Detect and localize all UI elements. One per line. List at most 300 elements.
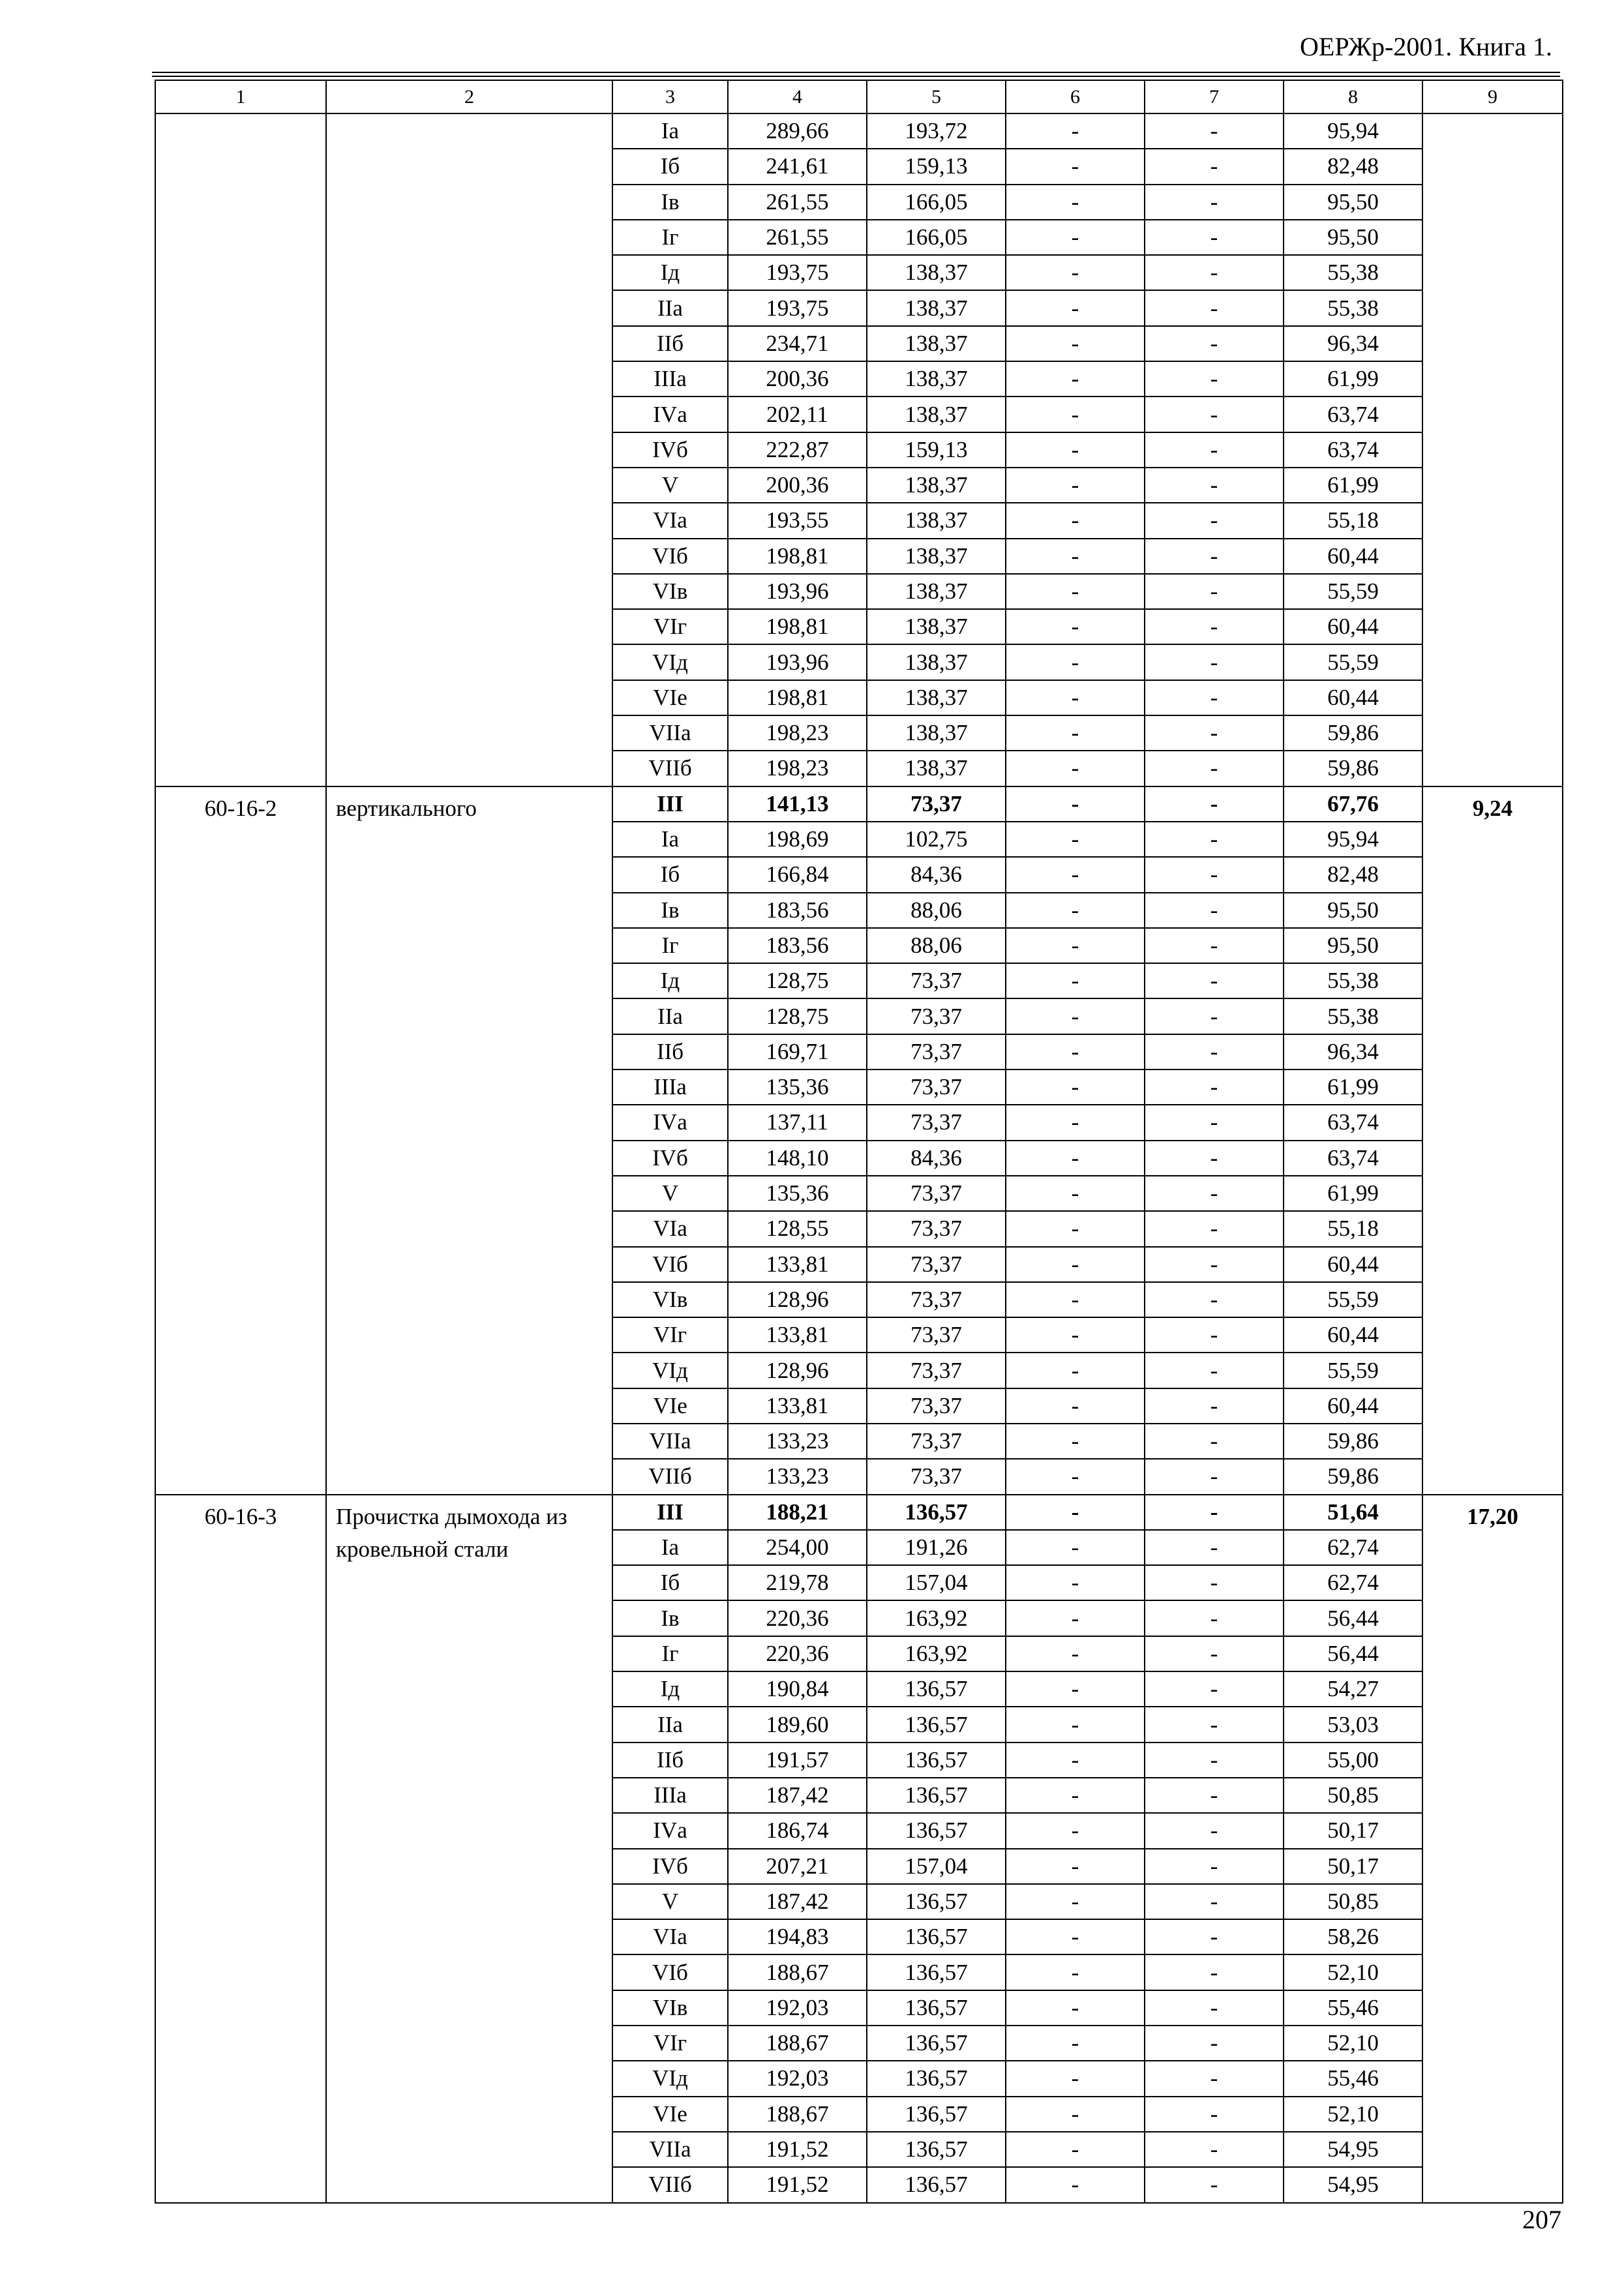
table-cell: 138,37	[867, 290, 1006, 325]
table-cell: -	[1145, 113, 1284, 149]
table-cell: 190,84	[728, 1671, 867, 1707]
table-cell: 138,37	[867, 361, 1006, 396]
table-cell: 55,38	[1284, 998, 1422, 1034]
table-cell: 88,06	[867, 893, 1006, 928]
table-cell: 95,50	[1284, 185, 1422, 220]
table-cell: 193,96	[728, 574, 867, 609]
table-cell: -	[1145, 396, 1284, 432]
table-cell: 55,38	[1284, 290, 1422, 325]
table-cell: 55,46	[1284, 1990, 1422, 2026]
table-cell: -	[1006, 1141, 1145, 1176]
norm-code-cell: 60-16-3	[155, 1495, 326, 2203]
table-cell: 219,78	[728, 1565, 867, 1600]
table-cell: VIе	[612, 680, 728, 715]
table-cell: V	[612, 1884, 728, 1919]
table-cell: VIв	[612, 1990, 728, 2026]
table-cell: 59,86	[1284, 715, 1422, 751]
table-cell: -	[1006, 893, 1145, 928]
table-cell: III	[612, 1495, 728, 1530]
table-cell: IVб	[612, 1141, 728, 1176]
table-cell: 67,76	[1284, 786, 1422, 822]
table-cell: 198,81	[728, 539, 867, 574]
table-cell: 202,11	[728, 396, 867, 432]
table-cell: -	[1145, 2097, 1284, 2132]
table-cell: 59,86	[1284, 1459, 1422, 1494]
table-cell: 61,99	[1284, 1176, 1422, 1211]
table-cell: -	[1006, 1565, 1145, 1600]
table-cell: -	[1006, 822, 1145, 857]
table-cell: 84,36	[867, 857, 1006, 892]
table-cell: -	[1145, 893, 1284, 928]
table-cell: IIб	[612, 1743, 728, 1778]
table-cell: 84,36	[867, 1141, 1006, 1176]
norm-code-cell: 60-16-2	[155, 786, 326, 1495]
table-cell: 254,00	[728, 1530, 867, 1565]
table-cell: 163,92	[867, 1600, 1006, 1636]
table-cell: -	[1145, 1105, 1284, 1140]
table-cell: V	[612, 468, 728, 503]
table-cell: -	[1006, 1211, 1145, 1246]
table-cell: 136,57	[867, 1671, 1006, 1707]
table-cell: 136,57	[867, 1884, 1006, 1919]
table-cell: 198,81	[728, 609, 867, 644]
table-cell: -	[1006, 2026, 1145, 2061]
table-cell: 138,37	[867, 539, 1006, 574]
table-cell: -	[1006, 468, 1145, 503]
table-cell: 136,57	[867, 1919, 1006, 1954]
table-cell: Iб	[612, 1565, 728, 1600]
table-cell: -	[1145, 539, 1284, 574]
table-cell: 136,57	[867, 1813, 1006, 1848]
table-cell: 186,74	[728, 1813, 867, 1848]
table-cell: -	[1006, 2097, 1145, 2132]
table-cell: -	[1145, 2061, 1284, 2096]
table-cell: 82,48	[1284, 857, 1422, 892]
table-cell: 60,44	[1284, 1317, 1422, 1353]
table-cell: -	[1145, 1884, 1284, 1919]
table-cell: IVб	[612, 1849, 728, 1884]
table-cell: 51,64	[1284, 1495, 1422, 1530]
table-cell: 166,84	[728, 857, 867, 892]
table-cell: Iг	[612, 1636, 728, 1671]
table-cell: 60,44	[1284, 609, 1422, 644]
table-cell: -	[1145, 1990, 1284, 2026]
table-cell: -	[1006, 1671, 1145, 1707]
table-cell: 53,03	[1284, 1707, 1422, 1742]
table-cell: VIд	[612, 2061, 728, 2096]
table-cell: -	[1006, 1849, 1145, 1884]
table-cell: 73,37	[867, 1034, 1006, 1070]
table-cell: 159,13	[867, 149, 1006, 184]
table-cell: IIб	[612, 326, 728, 361]
table-cell: 73,37	[867, 1176, 1006, 1211]
table-cell: 55,18	[1284, 503, 1422, 538]
table-cell: 222,87	[728, 432, 867, 468]
table-cell: -	[1145, 1565, 1284, 1600]
table-cell: 138,37	[867, 574, 1006, 609]
table-cell: 50,17	[1284, 1813, 1422, 1848]
table-cell: -	[1006, 1459, 1145, 1494]
table-cell: 96,34	[1284, 326, 1422, 361]
total-cell	[1422, 113, 1563, 786]
table-cell: 157,04	[867, 1565, 1006, 1600]
table-cell: VIг	[612, 1317, 728, 1353]
table-row	[155, 113, 1563, 149]
table-cell: VIIб	[612, 751, 728, 786]
table-cell: -	[1145, 1671, 1284, 1707]
table-cell: 200,36	[728, 468, 867, 503]
table-cell: 56,44	[1284, 1636, 1422, 1671]
table-cell: 133,81	[728, 1317, 867, 1353]
table-cell: Iа	[612, 1530, 728, 1565]
table-cell: 136,57	[867, 1707, 1006, 1742]
table-cell: VIд	[612, 1353, 728, 1388]
column-number-row	[155, 80, 1563, 113]
table-cell: -	[1006, 1919, 1145, 1954]
table-cell: -	[1145, 468, 1284, 503]
table-cell: -	[1145, 963, 1284, 998]
table-cell: 128,75	[728, 963, 867, 998]
table-cell: 191,52	[728, 2132, 867, 2167]
table-cell: 52,10	[1284, 2097, 1422, 2132]
table-cell: -	[1145, 644, 1284, 680]
table-cell: -	[1006, 609, 1145, 644]
table-cell: VIб	[612, 539, 728, 574]
table-cell: -	[1006, 113, 1145, 149]
table-cell: V	[612, 1176, 728, 1211]
table-cell: VIа	[612, 1919, 728, 1954]
table-cell: -	[1006, 1070, 1145, 1105]
table-cell: 73,37	[867, 1211, 1006, 1246]
table-cell: 193,75	[728, 255, 867, 290]
table-cell: -	[1006, 1247, 1145, 1282]
table-cell: 138,37	[867, 468, 1006, 503]
table-cell: 136,57	[867, 1743, 1006, 1778]
table-cell: 136,57	[867, 1954, 1006, 1990]
table-cell: 73,37	[867, 1282, 1006, 1317]
table-cell: 133,81	[728, 1247, 867, 1282]
table-cell: -	[1145, 1636, 1284, 1671]
table-cell: 102,75	[867, 822, 1006, 857]
table-cell: -	[1145, 1954, 1284, 1990]
table-cell: 137,11	[728, 1105, 867, 1140]
table-cell: 138,37	[867, 396, 1006, 432]
table-cell: IIа	[612, 1707, 728, 1742]
table-cell: Iг	[612, 928, 728, 963]
table-cell: -	[1145, 1211, 1284, 1246]
column-number: 4	[728, 80, 867, 113]
table-cell: VIе	[612, 1388, 728, 1424]
table-cell: 88,06	[867, 928, 1006, 963]
table-cell: 95,94	[1284, 822, 1422, 857]
table-cell: -	[1145, 432, 1284, 468]
table-cell: VIа	[612, 1211, 728, 1246]
table-cell: -	[1006, 255, 1145, 290]
table-cell: 138,37	[867, 751, 1006, 786]
table-cell: VIIа	[612, 2132, 728, 2167]
table-cell: -	[1006, 326, 1145, 361]
table-cell: 62,74	[1284, 1565, 1422, 1600]
table-cell: 136,57	[867, 2026, 1006, 2061]
table-cell: -	[1145, 998, 1284, 1034]
table-cell: 183,56	[728, 928, 867, 963]
table-cell: 96,34	[1284, 1034, 1422, 1070]
table-cell: Iг	[612, 220, 728, 255]
table-cell: III	[612, 786, 728, 822]
table-cell: IIIа	[612, 361, 728, 396]
table-cell: 52,10	[1284, 1954, 1422, 1990]
table-cell: 191,26	[867, 1530, 1006, 1565]
table-cell: 59,86	[1284, 1424, 1422, 1459]
table-cell: 82,48	[1284, 149, 1422, 184]
table-cell: -	[1145, 1743, 1284, 1778]
table-cell: -	[1145, 255, 1284, 290]
table-cell: -	[1006, 1954, 1145, 1990]
table-cell: 198,23	[728, 715, 867, 751]
table-cell: VIб	[612, 1954, 728, 1990]
table-cell: 188,67	[728, 2026, 867, 2061]
column-number: 8	[1284, 80, 1422, 113]
table-cell: 50,85	[1284, 1884, 1422, 1919]
table-cell: -	[1145, 1070, 1284, 1105]
table-cell: -	[1145, 326, 1284, 361]
table-cell: 136,57	[867, 1778, 1006, 1813]
table-cell: 95,50	[1284, 928, 1422, 963]
table-cell: -	[1006, 396, 1145, 432]
table-cell: 138,37	[867, 326, 1006, 361]
table-cell: -	[1006, 963, 1145, 998]
table-cell: 63,74	[1284, 432, 1422, 468]
table-cell: -	[1006, 2167, 1145, 2202]
table-cell: 73,37	[867, 1459, 1006, 1494]
table-cell: 136,57	[867, 1990, 1006, 2026]
table-cell: 55,59	[1284, 1282, 1422, 1317]
table-cell: -	[1006, 361, 1145, 396]
table-cell: -	[1006, 1105, 1145, 1140]
table-cell: IVб	[612, 432, 728, 468]
table-cell: -	[1145, 1317, 1284, 1353]
table-cell: 136,57	[867, 2167, 1006, 2202]
table-cell: -	[1006, 1778, 1145, 1813]
table-cell: 198,69	[728, 822, 867, 857]
table-cell: -	[1006, 998, 1145, 1034]
table-cell: 192,03	[728, 2061, 867, 2096]
table-cell: 61,99	[1284, 361, 1422, 396]
table-cell: -	[1145, 290, 1284, 325]
work-name-cell: Прочистка дымохода из кровельной стали	[326, 1495, 612, 2203]
table-cell: 135,36	[728, 1070, 867, 1105]
table-cell: -	[1006, 786, 1145, 822]
table-cell: IIб	[612, 1034, 728, 1070]
table-cell: 133,23	[728, 1459, 867, 1494]
table-cell: -	[1145, 715, 1284, 751]
table-cell: -	[1006, 751, 1145, 786]
table-cell: -	[1006, 1353, 1145, 1388]
column-number: 2	[326, 80, 612, 113]
table-cell: -	[1006, 1282, 1145, 1317]
table-cell: 189,60	[728, 1707, 867, 1742]
table-cell: 136,57	[867, 2132, 1006, 2167]
table-cell: 73,37	[867, 1247, 1006, 1282]
table-cell: 73,37	[867, 1353, 1006, 1388]
table-cell: 73,37	[867, 1317, 1006, 1353]
table-cell: 261,55	[728, 185, 867, 220]
table-cell: -	[1145, 1424, 1284, 1459]
table-cell: VIд	[612, 644, 728, 680]
table-cell: 166,05	[867, 220, 1006, 255]
table-cell: 55,38	[1284, 255, 1422, 290]
table-cell: Iд	[612, 963, 728, 998]
table-cell: -	[1145, 361, 1284, 396]
table-cell: 55,59	[1284, 574, 1422, 609]
table-cell: -	[1006, 680, 1145, 715]
page-header-title: ОЕРЖр-2001. Книга 1.	[1300, 32, 1552, 61]
table-cell: 55,38	[1284, 963, 1422, 998]
table-cell: 55,59	[1284, 1353, 1422, 1388]
column-number: 9	[1422, 80, 1563, 113]
table-cell: -	[1145, 857, 1284, 892]
table-cell: IIIа	[612, 1070, 728, 1105]
table-cell: 54,27	[1284, 1671, 1422, 1707]
table-cell: -	[1006, 1530, 1145, 1565]
column-number: 7	[1145, 80, 1284, 113]
table-cell: 200,36	[728, 361, 867, 396]
table-cell: Iб	[612, 149, 728, 184]
price-norms-table	[155, 80, 1563, 2204]
table-cell: 73,37	[867, 786, 1006, 822]
table-cell: 138,37	[867, 255, 1006, 290]
table-cell: 50,17	[1284, 1849, 1422, 1884]
header-rule	[152, 72, 1560, 73]
table-cell: 73,37	[867, 1070, 1006, 1105]
table-cell: 60,44	[1284, 1388, 1422, 1424]
table-cell: 136,57	[867, 1495, 1006, 1530]
table-cell: 59,86	[1284, 751, 1422, 786]
table-cell: 73,37	[867, 1105, 1006, 1140]
table-cell: 194,83	[728, 1919, 867, 1954]
table-cell: -	[1006, 1176, 1145, 1211]
table-cell: 128,96	[728, 1353, 867, 1388]
table-cell: IIа	[612, 998, 728, 1034]
table-cell: 183,56	[728, 893, 867, 928]
table-cell: 128,75	[728, 998, 867, 1034]
table-cell: -	[1145, 185, 1284, 220]
table-cell: 56,44	[1284, 1600, 1422, 1636]
table-cell: 148,10	[728, 1141, 867, 1176]
table-cell: -	[1006, 2132, 1145, 2167]
table-cell: 55,00	[1284, 1743, 1422, 1778]
table-cell: IVа	[612, 1813, 728, 1848]
table-cell: -	[1145, 2026, 1284, 2061]
table-cell: 138,37	[867, 715, 1006, 751]
table-cell: -	[1145, 2167, 1284, 2202]
table-cell: 60,44	[1284, 680, 1422, 715]
work-name-cell: вертикального	[326, 786, 612, 1495]
table-cell: -	[1006, 1884, 1145, 1919]
table-cell: -	[1006, 149, 1145, 184]
table-cell: 55,18	[1284, 1211, 1422, 1246]
norm-code-cell	[155, 113, 326, 786]
total-cell: 17,20	[1422, 1495, 1563, 2203]
table-cell: 188,67	[728, 1954, 867, 1990]
table-cell: 191,57	[728, 1743, 867, 1778]
table-cell: 95,50	[1284, 893, 1422, 928]
table-cell: 138,37	[867, 609, 1006, 644]
table-cell: 54,95	[1284, 2132, 1422, 2167]
table-cell: Iб	[612, 857, 728, 892]
table-cell: VIIа	[612, 715, 728, 751]
table-cell: Iв	[612, 1600, 728, 1636]
table-cell: Iд	[612, 1671, 728, 1707]
table-cell: VIе	[612, 2097, 728, 2132]
column-number: 5	[867, 80, 1006, 113]
table-cell: -	[1006, 928, 1145, 963]
table-cell: VIв	[612, 574, 728, 609]
table-cell: -	[1006, 185, 1145, 220]
table-cell: Iа	[612, 113, 728, 149]
table-cell: -	[1006, 1707, 1145, 1742]
table-cell: -	[1006, 1600, 1145, 1636]
table-cell: 220,36	[728, 1600, 867, 1636]
table-cell: -	[1006, 1636, 1145, 1671]
table-cell: VIIб	[612, 2167, 728, 2202]
column-number: 6	[1006, 80, 1145, 113]
table-cell: 169,71	[728, 1034, 867, 1070]
table-cell: -	[1006, 1495, 1145, 1530]
table-cell: -	[1145, 149, 1284, 184]
table-cell: -	[1145, 1141, 1284, 1176]
table-cell: 220,36	[728, 1636, 867, 1671]
table-cell: 198,23	[728, 751, 867, 786]
table-cell: 52,10	[1284, 2026, 1422, 2061]
table-cell: VIб	[612, 1247, 728, 1282]
table-cell: -	[1145, 786, 1284, 822]
table-cell: 133,23	[728, 1424, 867, 1459]
table-cell: 191,52	[728, 2167, 867, 2202]
table-cell: -	[1006, 1034, 1145, 1070]
table-cell: -	[1145, 609, 1284, 644]
table-cell: IIа	[612, 290, 728, 325]
table-cell: -	[1006, 574, 1145, 609]
table-cell: 193,55	[728, 503, 867, 538]
table-cell: 95,50	[1284, 220, 1422, 255]
table-cell: -	[1145, 1495, 1284, 1530]
table-cell: -	[1145, 1530, 1284, 1565]
table-cell: 207,21	[728, 1849, 867, 1884]
table-cell: -	[1145, 680, 1284, 715]
table-cell: 163,92	[867, 1636, 1006, 1671]
page-number: 207	[1522, 2205, 1561, 2234]
table-cell: -	[1145, 1919, 1284, 1954]
table-cell: 135,36	[728, 1176, 867, 1211]
total-cell: 9,24	[1422, 786, 1563, 1495]
table-cell: 234,71	[728, 326, 867, 361]
table-cell: 61,99	[1284, 1070, 1422, 1105]
table-cell: 141,13	[728, 786, 867, 822]
table-cell: -	[1006, 1424, 1145, 1459]
table-cell: 187,42	[728, 1884, 867, 1919]
table-cell: 188,67	[728, 2097, 867, 2132]
table-row	[155, 1495, 1563, 1530]
table-cell: -	[1145, 220, 1284, 255]
table-cell: -	[1006, 857, 1145, 892]
table-cell: 188,21	[728, 1495, 867, 1530]
table-cell: VIг	[612, 2026, 728, 2061]
table-cell: -	[1006, 715, 1145, 751]
table-cell: -	[1145, 1778, 1284, 1813]
table-cell: VIв	[612, 1282, 728, 1317]
table-cell: 261,55	[728, 220, 867, 255]
